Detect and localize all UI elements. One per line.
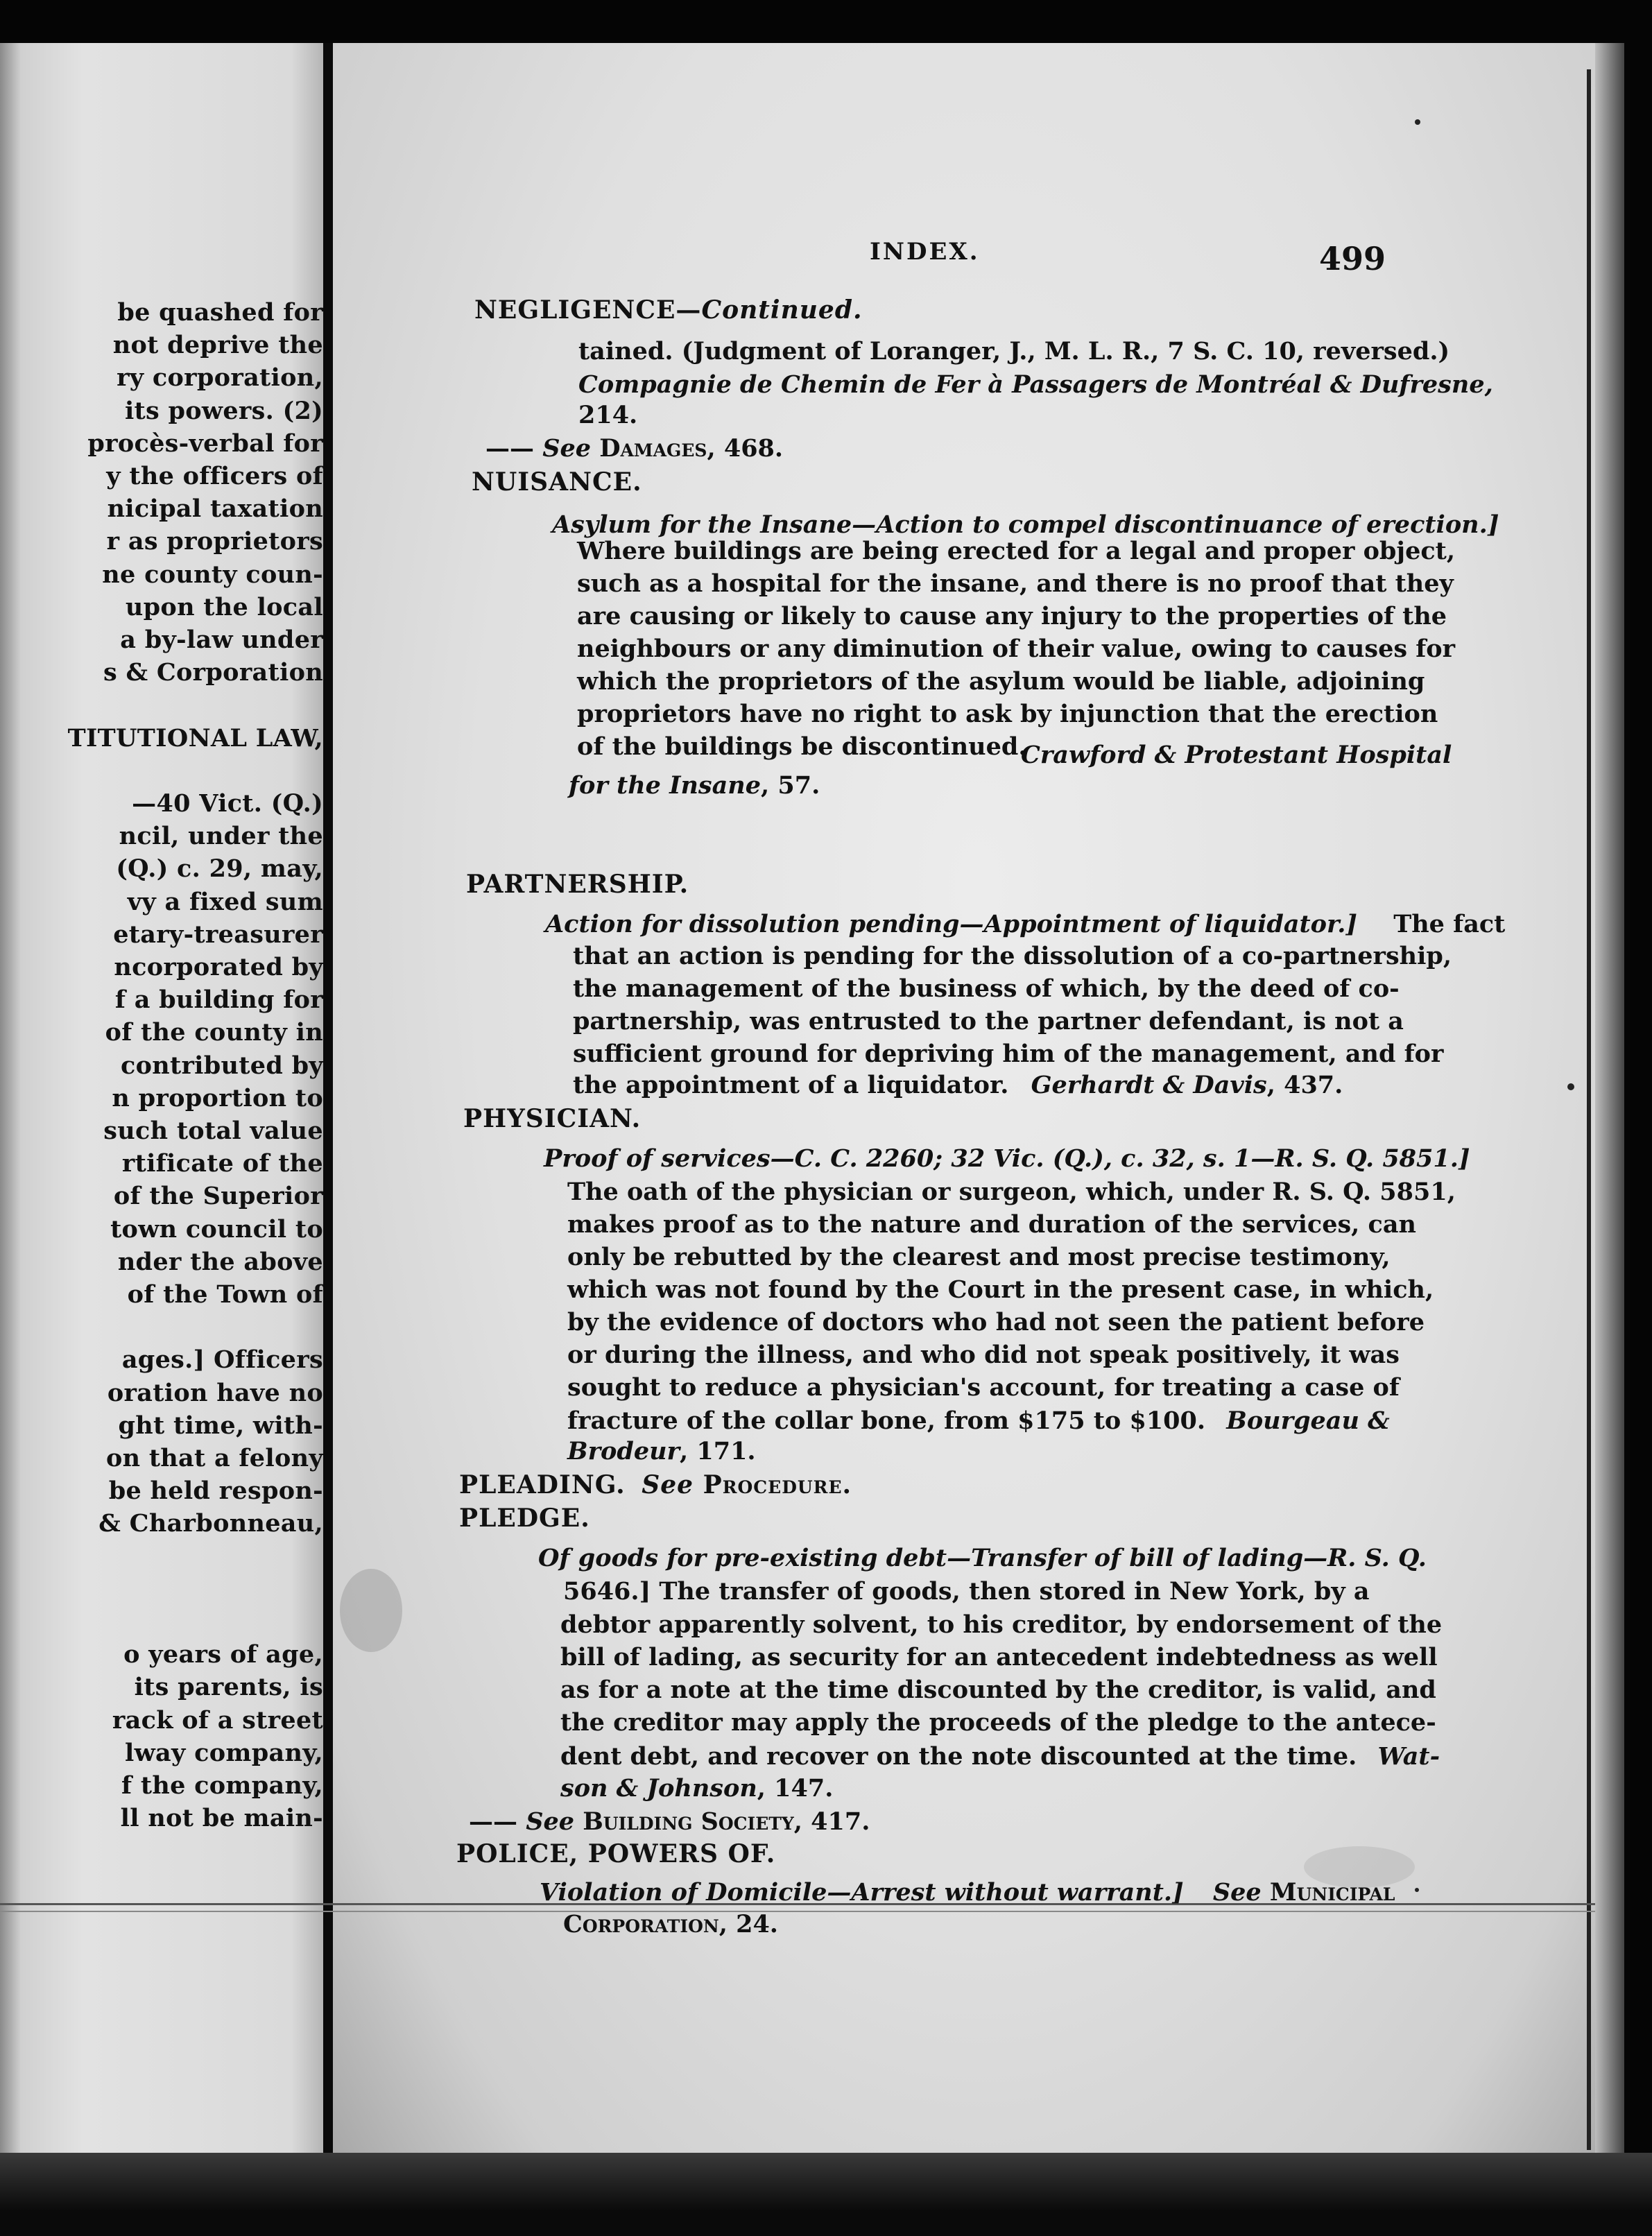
page-edge-rule bbox=[1587, 69, 1591, 2150]
entry-heading-physician: PHYSICIAN. bbox=[463, 1104, 642, 1133]
entry-text: 214. bbox=[578, 401, 638, 429]
left-page-line: f a building for bbox=[114, 986, 323, 1015]
entry-heading-nuisance: NUISANCE. bbox=[472, 467, 642, 497]
left-page-line: of the county in bbox=[105, 1018, 323, 1047]
left-page-line: o years of age, bbox=[123, 1640, 323, 1669]
left-page-line: ll not be main- bbox=[120, 1804, 323, 1833]
left-page-line: & Charbonneau, bbox=[98, 1509, 323, 1538]
left-page-line: procès-verbal for bbox=[87, 429, 323, 458]
entry-text: the appointment of a liquidator. Gerhardt & Davis, 437. bbox=[573, 1071, 1343, 1099]
left-facing-page bbox=[0, 43, 323, 2153]
entry-text-line: that an action is pending for the dissolution of a co-partnership, bbox=[573, 942, 1452, 970]
left-page-line: town council to bbox=[110, 1214, 323, 1244]
left-page-line: ght time, with- bbox=[118, 1411, 323, 1440]
left-page-line: its parents, is bbox=[134, 1673, 323, 1702]
left-page-line: ncil, under the bbox=[119, 822, 323, 851]
entry-text-line: by the evidence of doctors who had not seen the patient before bbox=[567, 1308, 1425, 1336]
entry-text: tained. (Judgment of Loranger, J., M. L. R., 7 S. C. 10, reversed.) bbox=[578, 337, 1450, 366]
left-page-line: n proportion to bbox=[112, 1083, 323, 1112]
entry-text-line: only be rebutted by the clearest and most precise testimony, bbox=[567, 1243, 1391, 1271]
entry-text-line: such as a hospital for the insane, and there is no proof that they bbox=[577, 569, 1454, 598]
entry-text-line: partnership, was entrusted to the partner defendant, is not a bbox=[573, 1007, 1404, 1035]
scan-right-border bbox=[1624, 0, 1652, 2236]
entry-text-line: debtor apparently solvent, to his creditor, by endorsement of the bbox=[560, 1610, 1443, 1639]
left-page-line: rtificate of the bbox=[121, 1149, 323, 1178]
see-reference: —— See Building Society, 417. bbox=[469, 1807, 870, 1836]
running-title: INDEX. bbox=[870, 238, 980, 266]
entry-subheading: Proof of services—C. C. 2260; 32 Vic. (Q.), c. 32, s. 1—R. S. Q. 5851.] bbox=[544, 1144, 1470, 1173]
left-page-line: such total value bbox=[103, 1117, 323, 1145]
left-page-line: ry corporation, bbox=[117, 363, 323, 393]
scan-bottom-border bbox=[0, 2153, 1652, 2236]
left-page-line: etary-treasurer bbox=[113, 920, 323, 949]
entry-heading-partnership: PARTNERSHIP. bbox=[466, 870, 689, 899]
left-page-line: lway company, bbox=[125, 1738, 323, 1767]
left-page-line: upon the local bbox=[125, 592, 323, 621]
left-page-line: nicipal taxation bbox=[107, 495, 323, 524]
left-page-line: of the Town of bbox=[127, 1280, 323, 1309]
left-page-line: of the Superior bbox=[113, 1182, 323, 1211]
entry-text-line: makes proof as to the nature and duration of the services, can bbox=[567, 1210, 1416, 1239]
entry-text-line: sufficient ground for depriving him of the management, and for bbox=[573, 1040, 1444, 1068]
left-page-line: on that a felony bbox=[105, 1444, 323, 1472]
case-citation: Compagnie de Chemin de Fer à Passagers de Montréal & Dufresne, bbox=[578, 370, 1493, 399]
entry-text-line: as for a note at the time discounted by the creditor, is valid, and bbox=[560, 1676, 1436, 1704]
left-page-line: be quashed for bbox=[117, 298, 323, 327]
entry-text-line: are causing or likely to cause any injury to the properties of the bbox=[577, 602, 1447, 630]
scan-top-border bbox=[0, 0, 1652, 43]
entry-text-line: neighbours or any diminution of their value, owing to causes for bbox=[577, 635, 1456, 663]
entry-text-line: the management of the business of which, by the deed of co- bbox=[573, 974, 1400, 1003]
entry-text-line: proprietors have no right to ask by injunction that the erection bbox=[577, 700, 1438, 728]
left-page-line: TITUTIONAL LAW, bbox=[67, 723, 323, 752]
case-citation: for the Insane, 57. bbox=[569, 771, 820, 800]
left-page-line: f the company, bbox=[121, 1771, 323, 1800]
entry-text-line: the creditor may apply the proceeds of the pledge to the antece- bbox=[560, 1708, 1436, 1737]
left-page-line: be held respon- bbox=[108, 1477, 323, 1506]
left-page-line: nder the above bbox=[117, 1247, 323, 1276]
entry-text: fracture of the collar bone, from $175 to $100. Bourgeau & bbox=[567, 1407, 1390, 1435]
entry-heading-negligence: NEGLIGENCE—Continued. bbox=[474, 295, 863, 325]
entry-text-line: which the proprietors of the asylum would be liable, adjoining bbox=[577, 667, 1425, 696]
page-number: 499 bbox=[1319, 240, 1386, 277]
entry-text-line: or during the illness, and who did not speak positively, it was bbox=[567, 1341, 1400, 1369]
book-gutter bbox=[323, 43, 333, 2193]
left-page-line: rack of a street bbox=[112, 1705, 323, 1735]
left-page-line: ncorporated by bbox=[114, 953, 323, 981]
entry-subheading: Violation of Domicile—Arrest without warrant.] See Municipal bbox=[540, 1878, 1395, 1907]
entry-subheading: Asylum for the Insane—Action to compel discontinuance of erection.] bbox=[552, 510, 1499, 539]
left-page-line: r as proprietors bbox=[106, 527, 323, 556]
see-reference: Corporation, 24. bbox=[563, 1910, 778, 1938]
entry-heading-pleading: PLEADING. See Procedure. bbox=[459, 1470, 852, 1499]
left-page-line: ne county coun- bbox=[102, 560, 323, 589]
left-page-line: ages.] Officers bbox=[121, 1345, 323, 1375]
page-right-edge bbox=[1595, 43, 1624, 2153]
left-page-line: a by-law under bbox=[120, 626, 323, 654]
left-page-line: s & Corporation bbox=[103, 658, 323, 687]
entry-text: 5646.] The transfer of goods, then stored in New York, by a bbox=[563, 1577, 1370, 1606]
entry-subheading: Action for dissolution pending—Appointment of liquidator.] The fact bbox=[545, 910, 1506, 938]
case-citation: Brodeur, 171. bbox=[567, 1437, 756, 1465]
see-reference: —— See Damages, 468. bbox=[485, 434, 784, 463]
entry-text: dent debt, and recover on the note discounted at the time. Wat- bbox=[560, 1742, 1440, 1771]
entry-text-line: The oath of the physician or surgeon, which, under R. S. Q. 5851, bbox=[567, 1178, 1456, 1206]
left-page-line: its powers. (2) bbox=[124, 396, 323, 425]
entry-text-line: which was not found by the Court in the present case, in which, bbox=[567, 1275, 1434, 1304]
entry-heading-pledge: PLEDGE. bbox=[459, 1504, 590, 1533]
left-page-line: y the officers of bbox=[106, 462, 323, 490]
left-page-line: —40 Vict. (Q.) bbox=[132, 789, 323, 818]
entry-text-line: of the buildings be discontinued. bbox=[577, 732, 1027, 761]
entry-text-line: Where buildings are being erected for a legal and proper object, bbox=[577, 537, 1455, 565]
left-page-line: vy a fixed sum bbox=[127, 887, 323, 916]
left-page-line: not deprive the bbox=[112, 331, 323, 360]
left-page-line: contributed by bbox=[120, 1051, 323, 1080]
entry-subheading: Of goods for pre-existing debt—Transfer of bill of lading—R. S. Q. bbox=[538, 1544, 1427, 1572]
left-page-line: oration have no bbox=[107, 1378, 323, 1407]
entry-text: Crawford & Protestant Hospital bbox=[1021, 741, 1452, 769]
entry-text-line: sought to reduce a physician's account, for treating a case of bbox=[567, 1373, 1400, 1402]
left-page-line: (Q.) c. 29, may, bbox=[116, 854, 323, 884]
case-citation: son & Johnson, 147. bbox=[560, 1774, 834, 1803]
entry-heading-police: POLICE, POWERS OF. bbox=[456, 1839, 776, 1868]
entry-text-line: bill of lading, as security for an antecedent indebtedness as well bbox=[560, 1643, 1438, 1671]
